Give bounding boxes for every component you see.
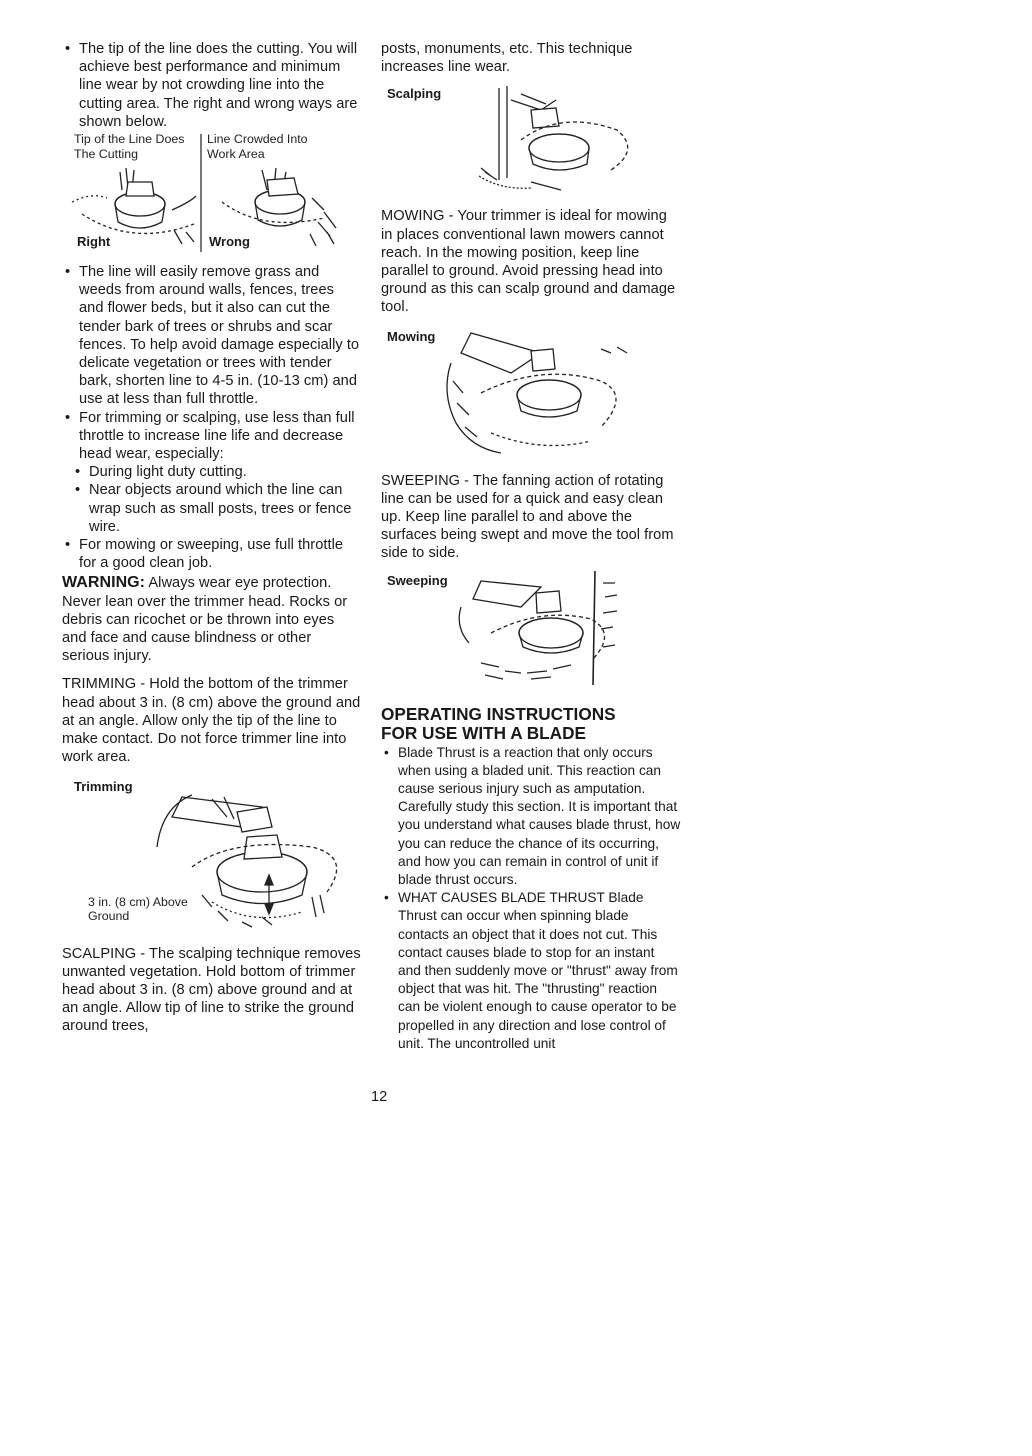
trimmer-head-right: [72, 168, 196, 244]
sweeping-paragraph: SWEEPING - The fanning action of rotating line can be used for a quick and easy clean up. Keep line parallel to and above the surfaces being swept and move the tool from side to side.: [381, 472, 674, 562]
warning-text: Always wear eye protection. Never lean over the trimmer head. Rocks or debris can ricochet or be thrown into eyes and face and cause blindness or other serious injury.: [62, 575, 348, 665]
caption-wrong-top: Line Crowded Into Work Area: [207, 132, 308, 161]
page-number: 12: [371, 1089, 388, 1105]
trimming-label: Trimming: [74, 778, 133, 794]
blade-thrust-bullet: • Blade Thrust is a reaction that only occurs when using a bladed unit. This reaction can cause serious injury such as amputation. Carefully study this section. It is important that you understand what causes blade thrust, how you can reduce the chance of its occurring, and how you can remain in control of unit if blade thrust occurs.: [381, 744, 681, 890]
right-column: [381, 40, 681, 1053]
intro-bullet: • The tip of the line does the cutting. You will achieve best performance and minimum line wear by not crowding line into the cutting area. The right and wrong ways are shown below.: [62, 40, 362, 131]
bullet-full-throttle: • For mowing or sweeping, use full throttle for a good clean job.: [62, 536, 362, 572]
scalping-illustration: [381, 80, 681, 198]
mowing-label: Mowing: [387, 328, 436, 344]
mowing-illustration: [381, 323, 681, 468]
what-causes-bullet: • WHAT CAUSES BLADE THRUST Blade Thrust can occur when spinning blade contacts an object that it does not cut. This contact causes blade to stop for an instant and then suddenly move or "thrust" away from object that was hit. The "thrusting" reaction can be violent enough to cause operator to be propelled in any direction and lose control of unit. The uncontrolled unit: [381, 889, 681, 1053]
trimming-paragraph: TRIMMING - Hold the bottom of the trimmer head about 3 in. (8 cm) above the ground and at an angle. Allow only the tip of the line to make contact. Do not force trimmer line into work area.: [62, 676, 361, 766]
heading-line1: OPERATING INSTRUCTIONS: [381, 703, 616, 724]
scalping-label: Scalping: [387, 86, 442, 102]
sub-bullet-near-objects: • Near objects around which the line can wrap such as small posts, trees or fence wire.: [62, 481, 362, 536]
warning-paragraph: [62, 574, 362, 665]
sub-bullet-light-duty: • During light duty cutting.: [62, 463, 362, 481]
left-column: [62, 40, 362, 1036]
blade-section-heading: [381, 705, 681, 744]
sweeping-figure: [381, 567, 681, 691]
heading-line2: FOR USE WITH A BLADE: [381, 723, 586, 744]
mowing-paragraph: MOWING - Your trimmer is ideal for mowing in places conventional lawn mowers cannot reach. In the mowing position, keep line parallel to ground. Avoid pressing head into ground as this can scalp ground and damage tool.: [381, 208, 676, 316]
right-wrong-figure: [62, 132, 362, 257]
scalping-paragraph: SCALPING - The scalping technique removes unwanted vegetation. Hold bottom of trimmer head about 3 in. (8 cm) above ground and at an angle. Allow tip of line to strike the ground around trees,: [62, 945, 361, 1035]
scalping-figure: [381, 80, 681, 198]
bullet-less-throttle: • For trimming or scalping, use less than full throttle to increase line life and decrease head wear, especially:: [62, 409, 362, 464]
sweeping-label: Sweeping: [387, 572, 448, 588]
label-right: Right: [77, 234, 111, 250]
trimming-caption: 3 in. (8 cm) Above Ground: [88, 894, 188, 924]
trimming-figure: [62, 777, 362, 937]
warning-label: WARNING:: [62, 574, 146, 592]
bullet-remove-grass: • The line will easily remove grass and weeds from around walls, fences, trees and flower beds, but it also can cut the tender bark of trees or shrubs and scar fences. To help avoid damage especially to delicate vegetation or trees with tender bark, shorten line to 4-5 in. (10-13 cm) and use at less than full throttle.: [62, 263, 362, 409]
scalping-continued: posts, monuments, etc. This technique increases line wear.: [381, 41, 633, 76]
label-wrong: Wrong: [209, 234, 250, 250]
sweeping-illustration: [381, 567, 681, 691]
caption-right-top: Tip of the Line Does The Cutting: [74, 132, 185, 161]
mowing-figure: [381, 323, 681, 468]
